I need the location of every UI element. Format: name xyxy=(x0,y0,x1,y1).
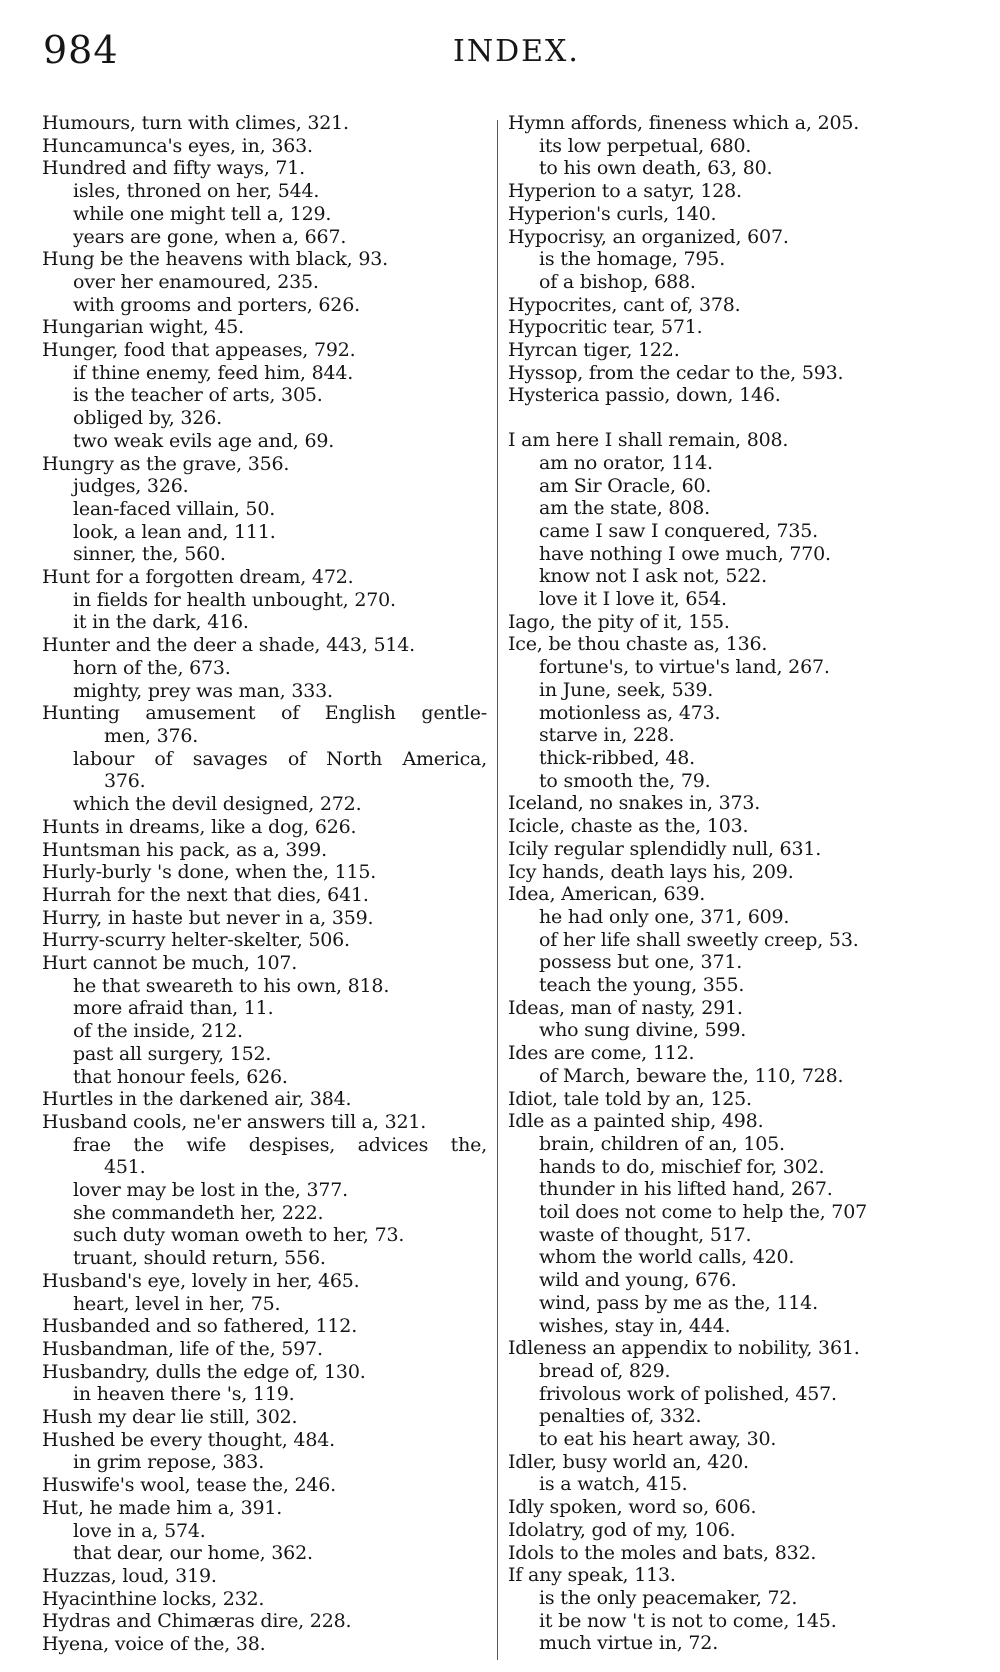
index-subentry: starve in, 228. xyxy=(539,724,675,747)
index-subentry: am Sir Oracle, 60. xyxy=(539,474,712,497)
index-entry: Huswife's wool, tease the, 246. xyxy=(42,1474,337,1497)
index-entry: Hurt cannot be much, 107. xyxy=(42,952,298,975)
index-subentry: of her life shall sweetly creep, 53. xyxy=(539,928,859,951)
index-entry: Hungarian wight, 45. xyxy=(42,316,244,339)
index-subentry: it in the dark, 416. xyxy=(73,611,249,634)
index-subentry: know not I ask not, 522. xyxy=(539,565,767,588)
index-subentry: frivolous work of polished, 457. xyxy=(539,1382,837,1405)
index-entry: Hung be the heavens with black, 93. xyxy=(42,248,388,271)
index-entry: Icicle, chaste as the, 103. xyxy=(508,815,749,838)
index-entry: Hurly-burly 's done, when the, 115. xyxy=(42,861,377,884)
index-entry: Hungry as the grave, 356. xyxy=(42,452,290,475)
index-subentry: more afraid than, 11. xyxy=(73,997,274,1020)
page-header xyxy=(43,28,963,88)
index-subentry: over her enamoured, 235. xyxy=(73,270,319,293)
index-subentry: of a bishop, 688. xyxy=(539,270,696,293)
index-column-left xyxy=(42,112,487,1656)
index-subentry: that honour feels, 626. xyxy=(73,1065,288,1088)
index-entry: Hunger, food that appeases, 792. xyxy=(42,339,356,362)
index-subentry: obliged by, 326. xyxy=(73,407,222,430)
index-entry: Hurry-scurry helter-skelter, 506. xyxy=(42,929,350,952)
index-subentry: to smooth the, 79. xyxy=(539,769,711,792)
index-entry: Hundred and fifty ways, 71. xyxy=(42,157,306,180)
index-entry: Idle as a painted ship, 498. xyxy=(508,1110,764,1133)
index-entry: Iceland, no snakes in, 373. xyxy=(508,792,761,815)
index-entry: Hyperion's curls, 140. xyxy=(508,202,717,225)
index-subentry: she commandeth her, 222. xyxy=(73,1201,324,1224)
index-entry: Hyena, voice of the, 38. xyxy=(42,1633,266,1656)
index-subentry: while one might tell a, 129. xyxy=(73,202,332,225)
index-subentry: if thine enemy, feed him, 844. xyxy=(73,361,354,384)
index-subentry: bread of, 829. xyxy=(539,1359,671,1382)
index-subentry: to eat his heart away, 30. xyxy=(539,1428,777,1451)
index-entry: Hurtles in the darkened air, 384. xyxy=(42,1088,352,1111)
index-entry: Hymn affords, fineness which a, 205. xyxy=(508,112,860,134)
index-subentry: he had only one, 371, 609. xyxy=(539,905,790,928)
index-subentry: waste of thought, 517. xyxy=(539,1223,752,1246)
index-subentry: have nothing I owe much, 770. xyxy=(539,542,831,565)
index-subentry: 451. xyxy=(104,1156,146,1179)
index-entry: Husband's eye, lovely in her, 465. xyxy=(42,1269,360,1292)
index-entry: Iago, the pity of it, 155. xyxy=(508,610,730,633)
index-entry: Hyssop, from the cedar to the, 593. xyxy=(508,361,844,384)
index-entry: Ideas, man of nasty, 291. xyxy=(508,996,743,1019)
index-subentry: mighty, prey was man, 333. xyxy=(73,679,333,702)
index-entry: Hysterica passio, down, 146. xyxy=(508,384,781,407)
index-entry: Idleness an appendix to nobility, 361. xyxy=(508,1337,860,1360)
index-subentry: 376. xyxy=(104,770,146,793)
index-entry: If any speak, 113. xyxy=(508,1564,676,1587)
index-subentry: teach the young, 355. xyxy=(539,974,745,997)
index-subentry: who sung divine, 599. xyxy=(539,1019,747,1042)
index-subentry: past all surgery, 152. xyxy=(73,1042,272,1065)
index-column-right xyxy=(508,112,970,1655)
index-subentry: thick-ribbed, 48. xyxy=(539,746,695,769)
index-entry: Hurry, in haste but never in a, 359. xyxy=(42,906,374,929)
index-subentry: is the homage, 795. xyxy=(539,248,726,271)
index-subentry: he that sweareth to his own, 818. xyxy=(73,974,390,997)
index-subentry: in heaven there 's, 119. xyxy=(73,1383,295,1406)
page-number: 984 xyxy=(43,28,119,72)
index-subentry: brain, children of an, 105. xyxy=(539,1132,785,1155)
index-entry: Hunter and the deer a shade, 443, 514. xyxy=(42,634,415,657)
index-entry: Huntsman his pack, as a, 399. xyxy=(42,838,327,861)
page-title: INDEX. xyxy=(453,34,580,69)
index-subentry: truant, should return, 556. xyxy=(73,1247,326,1270)
index-entry: Icily regular splendidly null, 631. xyxy=(508,837,822,860)
index-entry: Hyacinthine locks, 232. xyxy=(42,1587,265,1610)
index-entry: Hyrcan tiger, 122. xyxy=(508,339,680,362)
index-entry: Huzzas, loud, 319. xyxy=(42,1565,217,1587)
index-subentry: two weak evils age and, 69. xyxy=(73,429,335,452)
index-subentry: in grim repose, 383. xyxy=(73,1451,265,1474)
index-subentry: which the devil designed, 272. xyxy=(73,793,362,816)
index-entry: Hush my dear lie still, 302. xyxy=(42,1406,298,1429)
index-entry: Hushed be every thought, 484. xyxy=(42,1428,335,1451)
index-subentry: came I saw I conquered, 735. xyxy=(539,519,818,542)
index-entry: Huncamunca's eyes, in, 363. xyxy=(42,134,313,157)
index-entry: Hunt for a forgotten dream, 472. xyxy=(42,566,354,589)
index-subentry: in June, seek, 539. xyxy=(539,678,714,701)
index-subentry: horn of the, 673. xyxy=(73,656,231,679)
index-entry: Hunts in dreams, like a dog, 626. xyxy=(42,815,357,838)
index-entry: Idly spoken, word so, 606. xyxy=(508,1496,757,1519)
index-entry: I am here I shall remain, 808. xyxy=(508,429,789,452)
index-entry: Husbanded and so fathered, 112. xyxy=(42,1315,358,1338)
index-subentry: to his own death, 63, 80. xyxy=(539,157,773,180)
index-subentry: of March, beware the, 110, 728. xyxy=(539,1064,844,1087)
index-subentry: that dear, our home, 362. xyxy=(73,1542,313,1565)
index-subentry: possess but one, 371. xyxy=(539,951,743,974)
index-subentry: am no orator, 114. xyxy=(539,451,713,474)
index-subentry: love it I love it, 654. xyxy=(539,588,727,611)
index-entry: Idler, busy world an, 420. xyxy=(508,1450,749,1473)
index-subentry: penalties of, 332. xyxy=(539,1405,702,1428)
index-entry: Hyperion to a satyr, 128. xyxy=(508,180,742,203)
index-subentry: toil does not come to help the, 707 xyxy=(539,1201,867,1224)
index-subentry: its low perpetual, 680. xyxy=(539,134,752,157)
index-subentry: judges, 326. xyxy=(73,475,189,498)
index-entry: Icy hands, death lays his, 209. xyxy=(508,860,794,883)
index-subentry: much virtue in, 72. xyxy=(539,1632,719,1655)
index-entry: Idea, American, 639. xyxy=(508,883,706,906)
index-subentry: heart, level in her, 75. xyxy=(73,1292,281,1315)
index-subentry: is the teacher of arts, 305. xyxy=(73,384,323,407)
index-subentry: love in a, 574. xyxy=(73,1519,206,1542)
index-subentry: wild and young, 676. xyxy=(539,1269,737,1292)
index-entry: Husband cools, ne'er answers till a, 321. xyxy=(42,1110,427,1133)
index-entry: Hypocrisy, an organized, 607. xyxy=(508,225,789,248)
index-entry: Hypocrites, cant of, 378. xyxy=(508,293,741,316)
index-subentry: whom the world calls, 420. xyxy=(539,1246,795,1269)
index-subentry: is the only peacemaker, 72. xyxy=(539,1587,798,1609)
index-subentry: wind, pass by me as the, 114. xyxy=(539,1291,818,1314)
index-subentry: look, a lean and, 111. xyxy=(73,520,276,543)
index-subentry: thunder in his lifted hand, 267. xyxy=(539,1178,833,1201)
index-subentry: am the state, 808. xyxy=(539,497,710,520)
index-entry: Hut, he made him a, 391. xyxy=(42,1496,283,1519)
index-subentry: such duty woman oweth to her, 73. xyxy=(73,1224,405,1247)
index-entry: Hunting amusement of English gentle- xyxy=(42,702,487,725)
index-subentry: hands to do, mischief for, 302. xyxy=(539,1155,825,1178)
index-entry: Husbandry, dulls the edge of, 130. xyxy=(42,1360,366,1383)
index-entry: Hypocritic tear, 571. xyxy=(508,316,703,339)
index-subentry: labour of savages of North America, xyxy=(73,747,487,770)
index-subentry: years are gone, when a, 667. xyxy=(73,225,347,248)
index-subentry: of the inside, 212. xyxy=(73,1020,243,1043)
index-subentry: isles, throned on her, 544. xyxy=(73,180,320,203)
index-subentry: with grooms and porters, 626. xyxy=(73,293,360,316)
index-subentry: it be now 't is not to come, 145. xyxy=(539,1609,837,1632)
index-entry: Hydras and Chimæras dire, 228. xyxy=(42,1610,352,1633)
index-entry: Idolatry, god of my, 106. xyxy=(508,1518,736,1541)
index-subentry: in fields for health unbought, 270. xyxy=(73,588,396,611)
index-subentry: wishes, stay in, 444. xyxy=(539,1314,731,1337)
index-entry: Husbandman, life of the, 597. xyxy=(42,1337,323,1360)
index-entry: Idiot, tale told by an, 125. xyxy=(508,1087,752,1110)
index-subentry: lover may be lost in the, 377. xyxy=(73,1179,348,1202)
index-subentry: frae the wife despises, advices the, xyxy=(73,1133,487,1156)
index-entry: Ice, be thou chaste as, 136. xyxy=(508,633,768,656)
index-entry: Humours, turn with climes, 321. xyxy=(42,112,349,134)
index-subentry: sinner, the, 560. xyxy=(73,543,226,566)
index-subentry: is a watch, 415. xyxy=(539,1473,688,1496)
index-entry: Ides are come, 112. xyxy=(508,1042,695,1065)
index-subentry: men, 376. xyxy=(104,724,199,747)
index-entry: Hurrah for the next that dies, 641. xyxy=(42,883,369,906)
index-entry: Idols to the moles and bats, 832. xyxy=(508,1541,817,1564)
index-subentry: lean-faced villain, 50. xyxy=(73,497,276,520)
index-subentry: motionless as, 473. xyxy=(539,701,721,724)
index-subentry: fortune's, to virtue's land, 267. xyxy=(539,656,830,679)
column-divider xyxy=(497,120,498,1660)
